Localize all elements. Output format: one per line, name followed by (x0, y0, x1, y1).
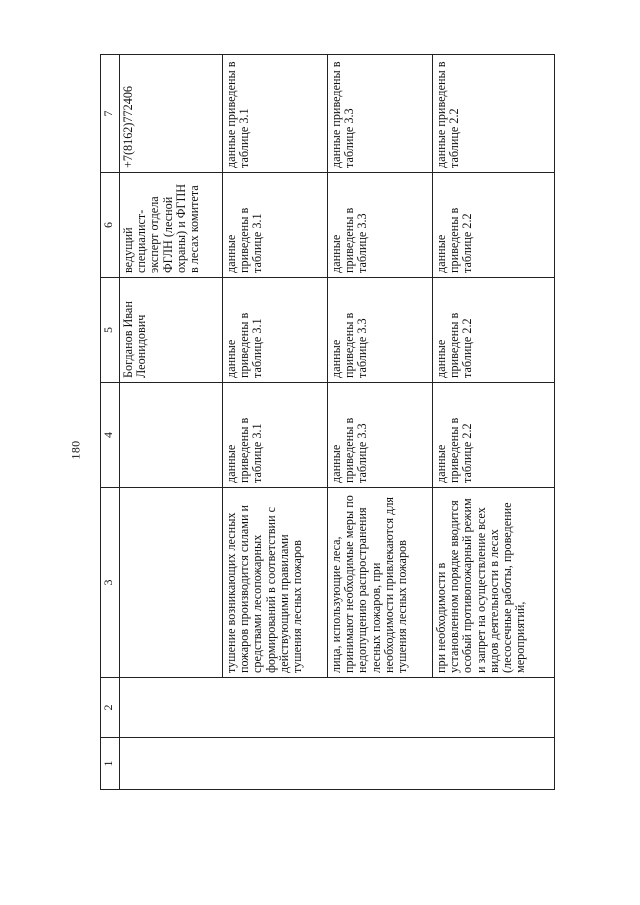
responsible-position-cell: ведущий специалист-эксперт отдела ФГЛН (лесной охраны) и ФГПН в лесах комитета (120, 173, 223, 278)
table-cell (328, 678, 433, 738)
table-cell (223, 738, 328, 790)
header-cell: 1 (101, 738, 120, 790)
table-cell (328, 738, 433, 790)
header-cell: 5 (101, 278, 120, 383)
table-row (120, 55, 223, 790)
measure-cell: при необходимости в установленном порядке вводится особый противопожарный режим и запрет на осуществление всех видов деятельности в лесах (лесосечные работы, проведение мероприятий, (433, 488, 555, 678)
table-cell: данные приведены в таблице 3.1 (223, 173, 328, 278)
measure-cell: лица, использующие леса, принимают необходимые меры по недопущению распространения лесных пожаров, при необходимости привлекаются для тушения лесных пожаров (328, 488, 433, 678)
table-row (223, 55, 328, 790)
header-cell: 7 (101, 55, 120, 173)
table-cell: данные приведены в таблице 2.2 (433, 383, 555, 488)
header-cell: 6 (101, 173, 120, 278)
header-row (101, 55, 120, 790)
table-cell (433, 678, 555, 738)
table-cell (120, 678, 223, 738)
table-cell (223, 678, 328, 738)
table-cell: данные приведены в таблице 3.3 (328, 278, 433, 383)
table-container (100, 55, 555, 790)
table-row (328, 55, 433, 790)
table-cell (433, 738, 555, 790)
table-cell: данные приведены в таблице 3.3 (328, 173, 433, 278)
table-cell: данные приведены в таблице 3.1 (223, 278, 328, 383)
phone-cell: +7(8162)772406 (120, 55, 223, 173)
responsible-name-cell: Богданов Иван Леонидович (120, 278, 223, 383)
table-cell (120, 488, 223, 678)
table-cell: данные приведены в таблице 2.2 (433, 173, 555, 278)
table-cell (120, 383, 223, 488)
table-cell (120, 738, 223, 790)
header-cell: 4 (101, 383, 120, 488)
table-cell: данные приведены в таблице 3.1 (223, 383, 328, 488)
table-cell: данные приведены в таблице 3.3 (328, 55, 433, 173)
measures-table (100, 54, 555, 790)
header-cell: 2 (101, 678, 120, 738)
table-cell: данные приведены в таблице 3.1 (223, 55, 328, 173)
table-cell: данные приведены в таблице 3.3 (328, 383, 433, 488)
page-number: 180 (68, 440, 83, 460)
measure-cell: тушение возникающих лесных пожаров производится силами и средствами лесопожарных формирований в соответствии с действующими правилами тушения лесных пожаров (223, 488, 328, 678)
header-cell: 3 (101, 488, 120, 678)
table-cell: данные приведены в таблице 2.2 (433, 278, 555, 383)
table-row (433, 55, 555, 790)
table-cell: данные приведены в таблице 2.2 (433, 55, 555, 173)
